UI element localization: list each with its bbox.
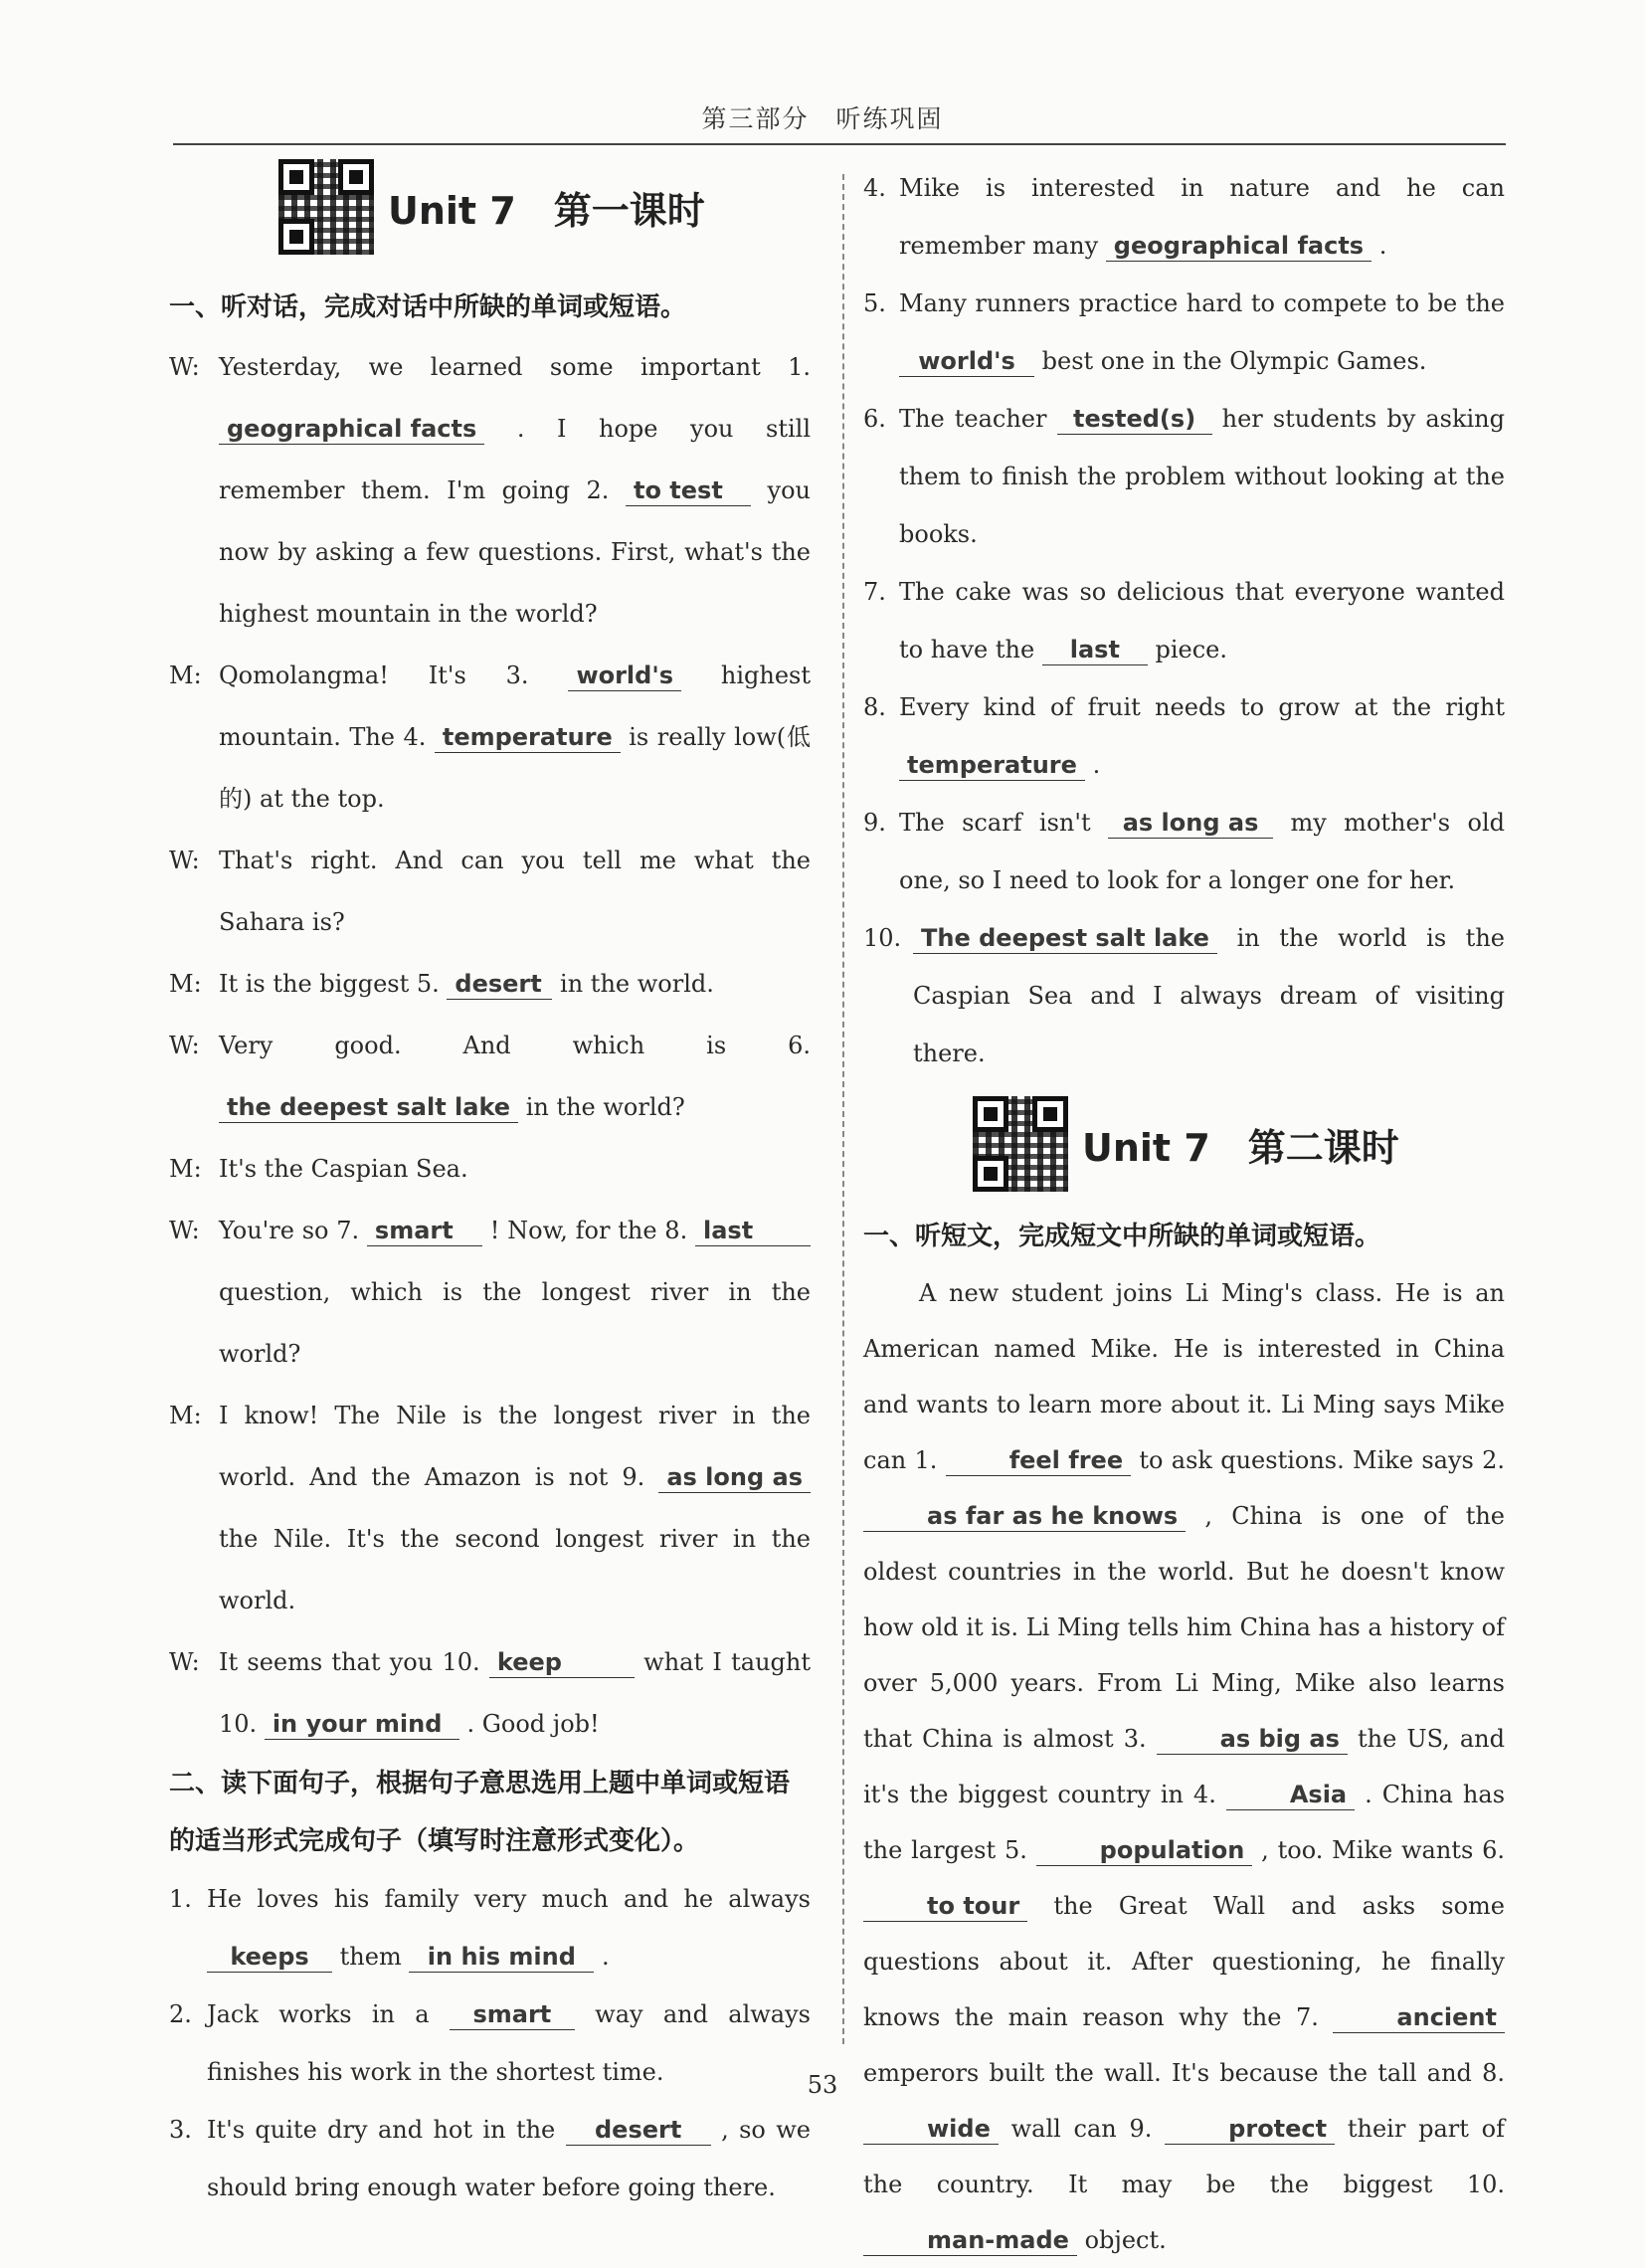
answer-blank: desert	[447, 969, 552, 1000]
exercise-item: 4. Mike is interested in nature and he can remember many geographical facts .	[863, 174, 1505, 260]
listening-passage: A new student joins Li Ming's class. He is an American named Mike. He is interested in China and wants to learn more about it. Li Ming says Mike can 1. feel free to ask questions. Mike says 2. as far as he knows , China is one of the oldest countries in the world. But he doesn't know how old it is. Li Ming tells him China has a history of over 5,000 years. From Li Ming, Mike also learns that China is almost 3. as big as the US, and it's the biggest country in 4. Asia . China has the largest 5. population , too. Mike wants 6. to tour the Great Wall and asks some questions about it. After questioning, he finally knows the main reason why the 7. ancient emperors built the wall. It's because the tall and 8. wide wall can 9. protect their part of the country. It may be the biggest 10. man-made object.	[863, 1279, 1506, 2254]
dialogue-line: W: You're so 7. smart ! Now, for the 8. last question, which is the longest river in the world?	[169, 1217, 811, 1368]
dialogue-line: W: It seems that you 10. keep what I taught 10. in your mind . Good job!	[169, 1648, 811, 1738]
answer-blank: to tour	[863, 1891, 1027, 1922]
answer-blank: The deepest salt lake	[913, 923, 1217, 954]
answer-blank: as big as	[1157, 1724, 1348, 1755]
exercise-item: 5. Many runners practice hard to compete to be the world's best one in the Olympic Games.	[863, 289, 1505, 375]
exercise-item: 7. The cake was so delicious that everyone wanted to have the last piece.	[863, 578, 1505, 663]
header-rule	[173, 143, 1506, 145]
answer-blank: temperature	[435, 722, 621, 753]
dialogue-line: W: Very good. And which is 6. the deepest salt lake in the world?	[169, 1032, 811, 1121]
answer-blank: geographical facts	[219, 414, 484, 445]
answer-blank: wide	[863, 2114, 999, 2145]
answer-blank: feel free	[946, 1445, 1131, 1476]
answer-blank: smart	[367, 1216, 482, 1246]
answer-blank: last	[1042, 635, 1148, 665]
dialogue-line: M: It is the biggest 5. desert in the world.	[169, 970, 714, 998]
answer-blank: smart	[450, 1999, 575, 2030]
answer-blank: temperature	[899, 750, 1085, 781]
answer-blank: as long as	[1108, 808, 1273, 839]
qr-code-icon[interactable]	[973, 1096, 1068, 1192]
unit1-section1-heading: 一、听对话，完成对话中所缺的单词或短语。	[169, 292, 687, 322]
answer-blank: keep	[489, 1647, 635, 1678]
answer-blank: Asia	[1226, 1780, 1355, 1810]
exercise-item: 2. Jack works in a smart way and always finishes his work in the shortest time.	[169, 2000, 811, 2086]
answer-blank: protect	[1165, 2114, 1335, 2145]
unit1-title: Unit 7 第一课时	[388, 188, 705, 233]
answer-blank: the deepest salt lake	[219, 1092, 518, 1123]
answer-blank: tested(s)	[1057, 404, 1212, 435]
exercise-item: 6. The teacher tested(s) her students by asking them to finish the problem without looking at the books.	[863, 405, 1505, 548]
answer-blank: desert	[566, 2115, 711, 2146]
answer-blank: as far as he knows	[863, 1501, 1186, 1532]
answer-blank: last	[695, 1216, 811, 1246]
dialogue-line: M: I know! The Nile is the longest river in the world. And the Amazon is not 9. as long as the Nile. It's the second longest river in the world.	[169, 1402, 811, 1614]
unit1-section2-heading: 二、读下面句子，根据句子意思选用上题中单词或短语的适当形式完成句子（填写时注意形式变化）。	[169, 1769, 791, 1856]
page-header-title: 第三部分 听练巩固	[701, 104, 944, 133]
right-column	[863, 159, 1505, 2268]
exercise-item: 10. The deepest salt lake in the world is the Caspian Sea and I always dream of visiting there.	[863, 924, 1505, 1067]
dialogue-line: W: Yesterday, we learned some important 1. geographical facts . I hope you still remember them. I'm going 2. to test you now by asking a few questions. First, what's the highest mountain in the world?	[169, 353, 811, 628]
answer-blank: as long as	[658, 1462, 811, 1493]
qr-code-icon[interactable]	[278, 159, 374, 255]
answer-blank: man-made	[863, 2225, 1077, 2256]
column-divider	[842, 174, 844, 2044]
unit2-title: Unit 7 第二课时	[1082, 1125, 1399, 1170]
answer-blank: world's	[568, 661, 681, 691]
left-column	[169, 159, 811, 2216]
unit2-heading	[973, 1096, 1505, 1192]
dialogue-line: W: That's right. And can you tell me what the Sahara is?	[169, 847, 811, 936]
exercise-item: 1. He loves his family very much and he always keeps them in his mind .	[169, 1885, 811, 1971]
answer-blank: keeps	[207, 1942, 332, 1973]
dialogue-line: M: Qomolangma! It's 3. world's highest mountain. The 4. temperature is really low(低的) at the top.	[169, 662, 811, 813]
exercise-item: 8. Every kind of fruit needs to grow at the right temperature .	[863, 693, 1505, 779]
dialogue-line: M: It's the Caspian Sea.	[169, 1155, 468, 1183]
unit2-section1-heading: 一、听短文，完成短文中所缺的单词或短语。	[863, 1222, 1381, 1251]
answer-blank: in his mind	[409, 1942, 594, 1973]
exercise-item: 9. The scarf isn't as long as my mother's old one, so I need to look for a longer one for her.	[863, 809, 1505, 894]
answer-blank: ancient	[1333, 2002, 1505, 2033]
answer-blank: world's	[899, 346, 1034, 377]
answer-blank: to test	[626, 475, 751, 506]
page-number: 53	[807, 2071, 838, 2099]
unit1-heading	[278, 159, 811, 255]
exercise-item: 3. It's quite dry and hot in the desert , so we should bring enough water before going there.	[169, 2116, 812, 2201]
answer-blank: population	[1036, 1835, 1253, 1866]
answer-blank: geographical facts	[1106, 231, 1371, 262]
answer-blank: in your mind	[265, 1709, 459, 1740]
